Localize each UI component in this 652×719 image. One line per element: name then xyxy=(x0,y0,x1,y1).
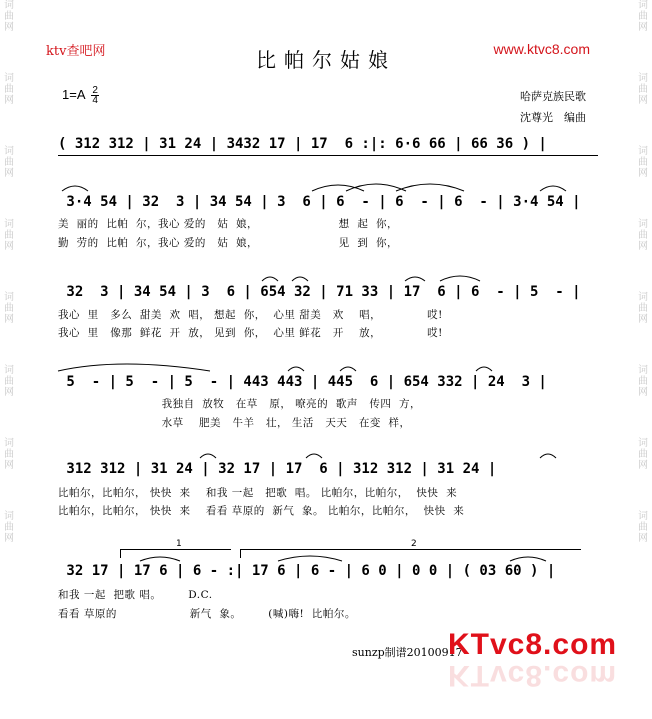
score-line-6-lyric-1: 和我 一起 把歌 唱。 D.C. xyxy=(58,589,213,601)
key-label: 1=A xyxy=(62,86,85,102)
transcriber-credit: sunzp制谱20100917 xyxy=(352,646,463,659)
time-signature xyxy=(91,86,99,105)
site-watermark-right: www.ktvc8.com xyxy=(493,41,590,57)
site-logo: KTvc8.com xyxy=(448,628,618,661)
score-line-5-lyric-2: 比帕尔，比帕尔， 快快 来 看看 草原的 新气 象。 比帕尔，比帕尔， 快快 来 xyxy=(58,505,465,517)
score-line-1-notes: ( 312 312 | 31 24 | 3432 17 | 17 6 :|: 6·6 66 | 66 36 ) | xyxy=(58,136,547,152)
time-signature-top: 2 xyxy=(92,85,98,96)
key-signature xyxy=(62,86,99,105)
song-title: 比帕尔姑娘 xyxy=(256,48,396,72)
score-line-2-lyric-1: 美 丽的 比帕 尔，我心 爱的 姑 娘， 想 起 你， xyxy=(58,218,398,230)
score-line-6-lyric-2: 看看 草原的 新气 象。 (喊)嗨! 比帕尔。 xyxy=(58,608,356,620)
score-line-2-lyric-2: 勤 劳的 比帕 尔，我心 爱的 姑 娘， 见 到 你， xyxy=(58,237,398,249)
score-line-4-lyric-1: 我独自 放牧 在草 原， 嘹亮的 歌声 传四 方， xyxy=(58,398,422,410)
score-line-5-lyric-1: 比帕尔，比帕尔， 快快 来 和我 一起 把歌 唱。 比帕尔，比帕尔， 快快 来 xyxy=(58,487,458,499)
time-signature-bottom: 4 xyxy=(92,95,98,106)
song-origin: 哈萨克族民歌 xyxy=(520,90,586,103)
score-line-3-lyric-1: 我心 里 多么 甜美 欢 唱， 想起 你， 心里 甜美 欢 唱， 哎! xyxy=(58,309,443,321)
side-watermark-right: 词 曲 网 词 曲 网 词 曲 网 词 曲 网 词 曲 网 词 曲 网 词 曲 网 词 曲 网 xyxy=(638,0,648,544)
score-line-4-lyric-2: 水草 肥美 牛羊 壮， 生活 天天 在变 样， xyxy=(58,417,411,429)
score-line-2-notes: 3·4 54 | 32 3 | 34 54 | 3 6 | 6 - | 6 - | 6 - | 3·4 54 | xyxy=(58,194,581,210)
volta-2-bracket xyxy=(240,539,581,558)
line-1-underline xyxy=(58,155,598,156)
volta-1-bracket xyxy=(120,539,231,558)
score-line-5-notes: 312 312 | 31 24 | 32 17 | 17 6 | 312 312 | 31 24 | xyxy=(58,461,497,477)
song-arranger: 沈尊光 编曲 xyxy=(520,111,586,124)
side-watermark-left: 词 曲 网 词 曲 网 词 曲 网 词 曲 网 词 曲 网 词 曲 网 词 曲 网 词 曲 网 xyxy=(4,0,14,544)
score-line-6-notes: 32 17 | 17 6 | 6 - :| 17 6 | 6 - | 6 0 | 0 0 | ( 03 60 ) | xyxy=(58,563,556,579)
site-watermark-left: ktv查吧网 xyxy=(46,44,106,59)
score-line-4-notes: 5 - | 5 - | 5 - | 443 443 | 445 6 | 654 332 | 24 3 | xyxy=(58,374,547,390)
score-line-3-notes: 32 3 | 34 54 | 3 6 | 654 32 | 71 33 | 17 6 | 6 - | 5 - | xyxy=(58,284,581,300)
volta-2-number: 2 xyxy=(411,539,417,549)
site-logo-reflection: KTvc8.com xyxy=(448,659,618,692)
score-line-3-lyric-2: 我心 里 像那 鲜花 开 放， 见到 你， 心里 鲜花 开 放， 哎! xyxy=(58,327,443,339)
volta-1-number: 1 xyxy=(176,539,182,549)
